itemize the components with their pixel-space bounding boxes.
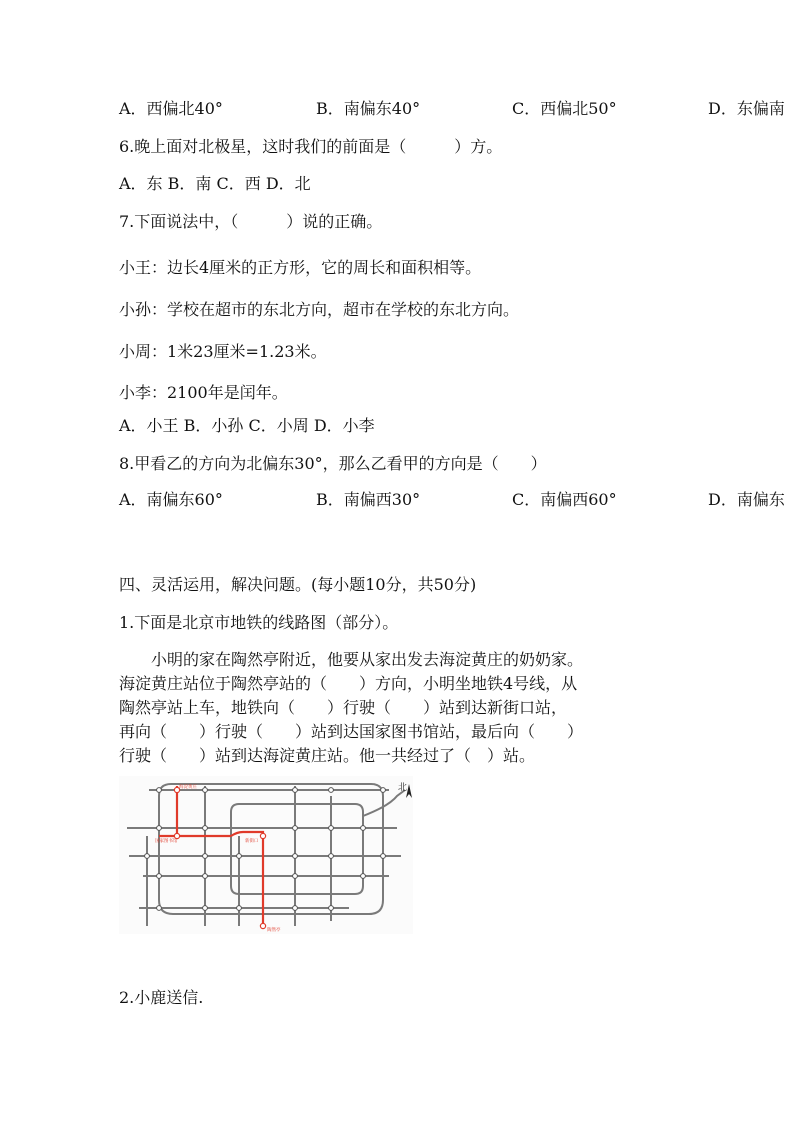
q6-options: A．东 B．南 C．西 D．北 (119, 174, 311, 193)
q5-option-c: C．西偏北50° (512, 99, 617, 118)
q8-stem: 8.甲看乙的方向为北偏东30°，那么乙看甲的方向是（ ） (119, 454, 547, 473)
q7-statement: 小李：2100年是闰年。 (119, 383, 288, 402)
problem-1-title: 1.下面是北京市地铁的线路图（部分）。 (119, 613, 399, 632)
label-xinjiekou: 新街口 (245, 839, 259, 844)
q7-statement: 小孙：学校在超市的东北方向，超市在学校的东北方向。 (119, 300, 520, 319)
q5-option-d: D．东偏南 (708, 99, 785, 118)
q8-option-b: B．南偏西30° (316, 490, 421, 509)
q8-option-c: C．南偏西60° (512, 490, 617, 509)
subway-map (119, 776, 413, 934)
q7-statement: 小周：1米23厘米=1.23米。 (119, 342, 327, 361)
label-taoranting: 陶然亭 (267, 928, 281, 933)
q7-stem: 7.下面说法中，（ ）说的正确。 (119, 212, 383, 231)
q8-option-d: D．南偏东 (708, 490, 785, 509)
problem-2-title: 2.小鹿送信. (119, 988, 204, 1007)
q8-option-a: A．南偏东60° (119, 490, 223, 509)
q7-statement: 小王：边长4厘米的正方形，它的周长和面积相等。 (119, 258, 482, 277)
problem-1-text-line: 陶然亭站上车，地铁向（ ）行驶（ ）站到达新街口站， (119, 698, 568, 717)
problem-1-text-line: 行驶（ ）站到达海淀黄庄站。他一共经过了（ ）站。 (119, 746, 536, 765)
problem-1-text-line: 海淀黄庄站位于陶然亭站的（ ）方向，小明坐地铁4号线，从 (119, 674, 578, 693)
q5-option-a: A．西偏北40° (119, 99, 223, 118)
problem-1-text-line: 小明的家在陶然亭附近，他要从家出发去海淀黄庄的奶奶家。 (119, 650, 584, 669)
label-haidian: 海淀黄庄 (179, 785, 197, 790)
label-library: 国家图书馆 (155, 839, 178, 844)
q6-stem: 6.晚上面对北极星，这时我们的前面是（ ）方。 (119, 137, 503, 156)
q7-options: A．小王 B．小孙 C．小周 D．小李 (119, 416, 375, 435)
problem-1-text-line: 再向（ ）行驶（ ）站到达国家图书馆站，最后向（ ） (119, 722, 584, 741)
section-heading: 四、灵活运用，解决问题。(每小题10分，共50分) (119, 575, 477, 594)
q5-option-b: B．南偏东40° (316, 99, 421, 118)
north-label: 北 (398, 783, 408, 793)
